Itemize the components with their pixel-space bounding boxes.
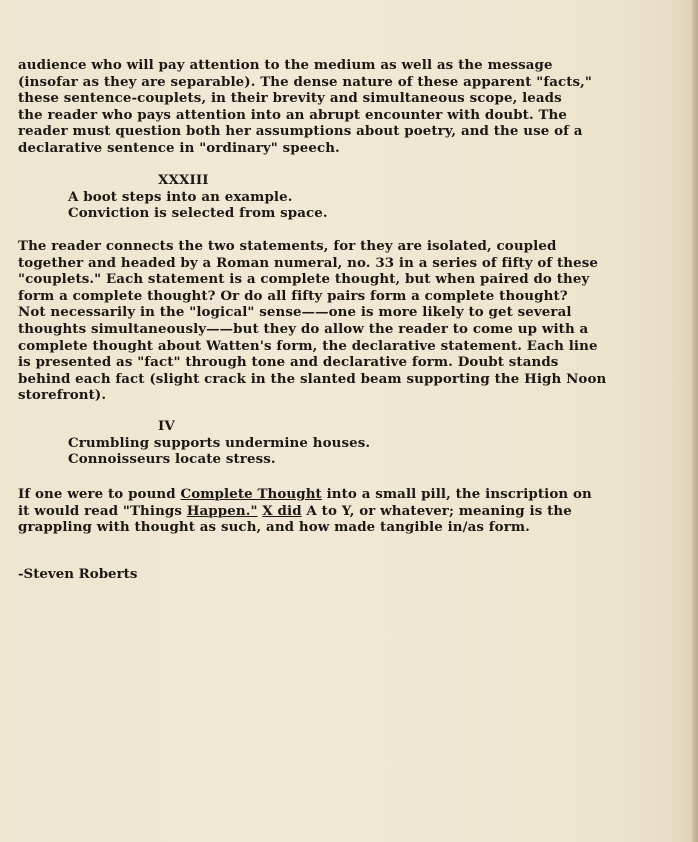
text-line: "couplets." Each statement is a complete thought, but when paired do they xyxy=(18,271,590,288)
verse-line: Connoisseurs locate stress. xyxy=(68,451,276,468)
text-line: complete thought about Watten's form, the declarative statement. Each line xyxy=(18,337,598,354)
text-line: Not necessarily in the "logical" sense——one is more likely to get several xyxy=(18,304,572,321)
paragraph-2 xyxy=(18,238,658,404)
text-line: reader must question both her assumptions about poetry, and the use of a xyxy=(18,123,583,140)
text-line xyxy=(18,486,658,503)
paragraph-3 xyxy=(18,486,658,536)
text-segment: into a small pill, the inscription on xyxy=(321,486,592,502)
text-segment: If one were to pound xyxy=(18,486,181,502)
verse-line: A boot steps into an example. xyxy=(68,188,293,205)
text-line: form a complete thought? Or do all fifty pairs form a complete thought? xyxy=(18,287,568,304)
couplet-iv xyxy=(18,418,658,468)
paragraph-1 xyxy=(18,57,658,157)
text-line: is presented as "fact" through tone and declarative form. Doubt stands xyxy=(18,354,559,371)
text-line: audience who will pay attention to the medium as well as the message xyxy=(18,57,553,73)
underlined-phrase: Complete Thought xyxy=(180,486,322,502)
text-line: grappling with thought as such, and how made tangible in/as form. xyxy=(18,519,530,536)
roman-numeral: IV xyxy=(158,418,175,434)
text-line: declarative sentence in "ordinary" speech. xyxy=(18,139,340,156)
text-line: behind each fact (slight crack in the slanted beam supporting the High Noon xyxy=(18,370,607,387)
text-line: the reader who pays attention into an abrupt encounter with doubt. The xyxy=(18,106,567,123)
roman-numeral: XXXIII xyxy=(158,172,209,188)
text-line: thoughts simultaneously——but they do allow the reader to come up with a xyxy=(18,320,589,337)
page-edge-shadow xyxy=(692,0,698,842)
underlined-phrase: X did xyxy=(262,502,302,519)
underlined-phrase: Happen." xyxy=(186,502,258,519)
text-line: storefront). xyxy=(18,387,107,404)
text-line: together and headed by a Roman numeral, no. 33 in a series of fifty of these xyxy=(18,254,599,271)
text-segment: A to Y, or whatever; meaning is the xyxy=(301,502,572,519)
text-segment: it would read "Things xyxy=(18,502,187,519)
text-line xyxy=(18,503,658,520)
verse-line: Conviction is selected from space. xyxy=(68,205,328,222)
text-line: (insofar as they are separable). The dense nature of these apparent "facts," xyxy=(18,73,592,90)
verse-line: Crumbling supports undermine houses. xyxy=(68,434,371,451)
text-line: The reader connects the two statements, for they are isolated, coupled xyxy=(18,238,557,254)
author-signature: -Steven Roberts xyxy=(18,566,138,582)
text-line: these sentence-couplets, in their brevity and simultaneous scope, leads xyxy=(18,90,562,107)
couplet-xxxiii xyxy=(18,172,658,222)
